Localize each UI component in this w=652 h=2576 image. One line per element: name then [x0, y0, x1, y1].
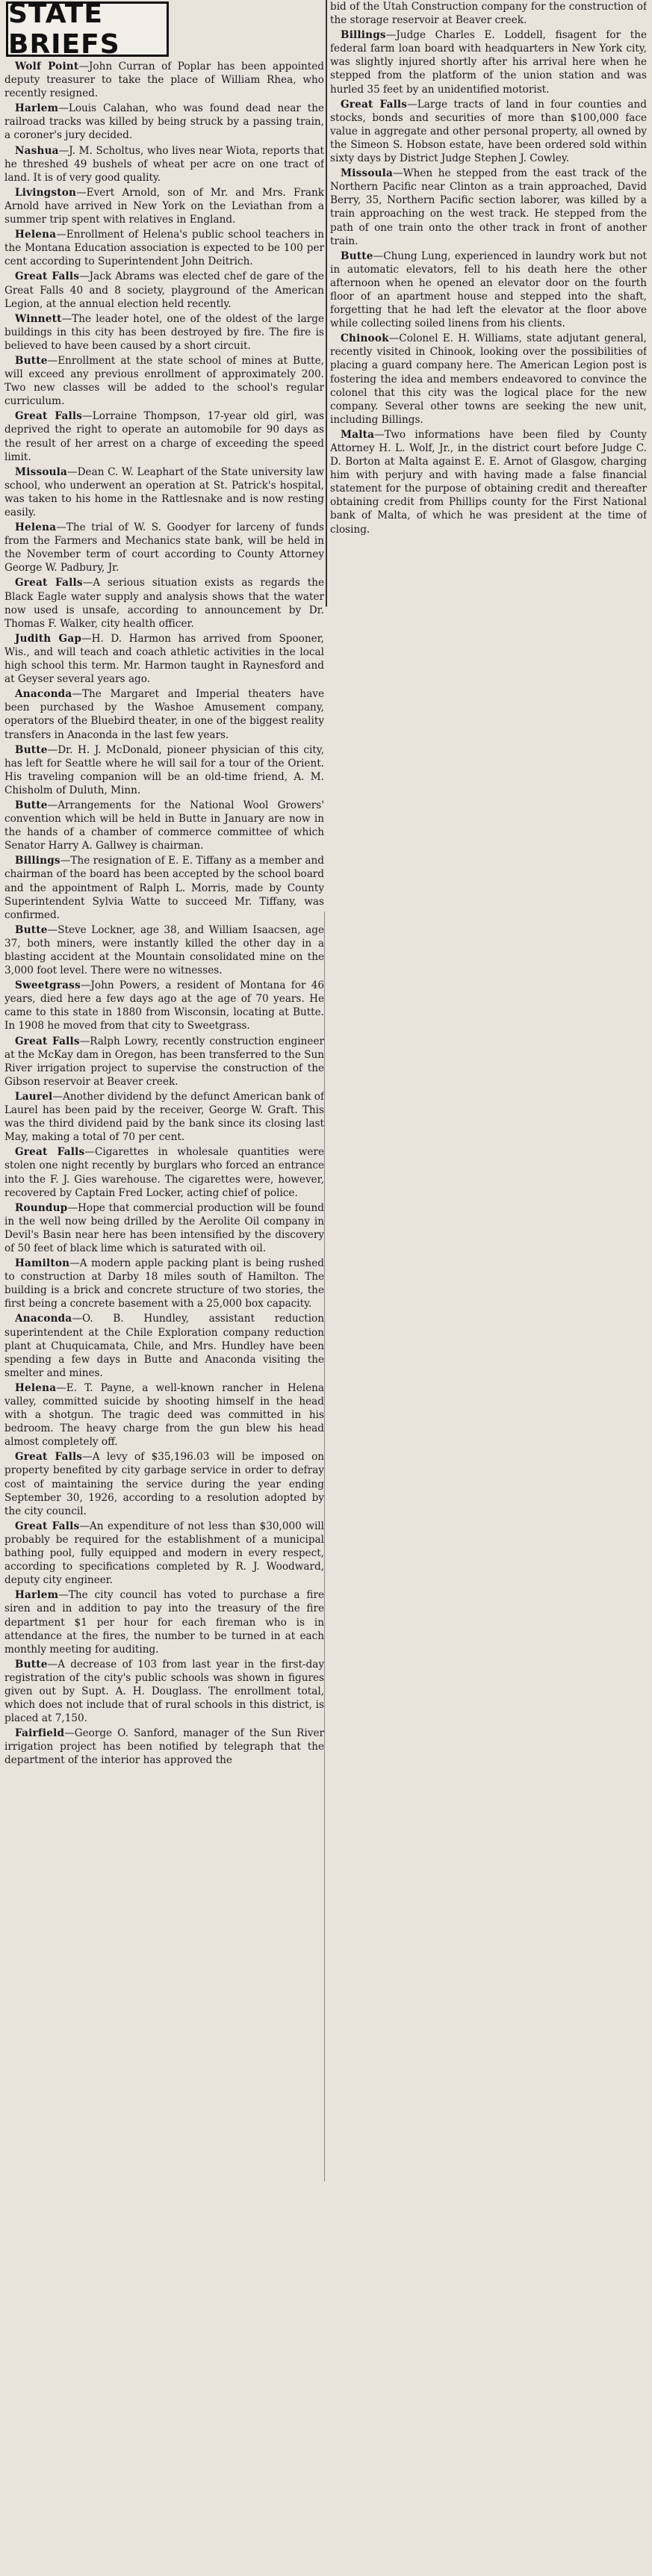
item-body: The trial of W. S. Goodyer for larceny of funds from the Farmers and Mechanics state bank, will be held in the November term of court according to County Attorney George W. Padbury, Jr. [4, 521, 324, 575]
item-body: O. B. Hundley, assistant reduction superintendent at the Chile Exploration company reduction plant at Chuquicamata, Chile, and Mrs. Hundley have been spending a few days in Butte and Anaconda visiting the smelter and mines. [4, 1313, 324, 1379]
item-dateline: Great Falls [15, 270, 80, 283]
news-item [330, 0, 647, 27]
news-item [4, 1520, 324, 1587]
item-dateline: Butte [341, 250, 373, 262]
item-dateline: Helena [15, 521, 57, 534]
item-dateline: Great Falls [15, 577, 83, 589]
dash-separator: — [79, 270, 90, 283]
item-dateline: Harlem [15, 1589, 59, 1602]
item-dateline: Great Falls [15, 1451, 83, 1464]
item-dateline: Great Falls [341, 98, 408, 111]
item-body: Lorraine Thompson, 17-year old girl, was deprived the right to operate an automobile for 90 days as the result of her arrest on a charge of exceeding the speed limit. [4, 410, 324, 463]
dash-separator: — [388, 332, 400, 345]
dash-separator: — [84, 1146, 95, 1159]
item-body: Jack Abrams was elected chef de gare of the Great Falls 40 and 8 society, playground of the American Legion, at the annual election held recently. [4, 270, 324, 310]
item-dateline: Butte [15, 743, 48, 756]
dash-separator: — [76, 186, 87, 199]
item-dateline: Butte [15, 799, 48, 811]
item-dateline: Helena [15, 1381, 57, 1394]
item-dateline: Great Falls [15, 1146, 85, 1159]
item-body: Colonel E. H. Williams, state adjutant general, recently visited in Chinook, looking over the possibilities of placing a guard company here. The American Legion post is fostering the idea and members endeavored to convince the colonel that this city was the logical place for the new company. Several other towns are seeking the new unit, including Billings. [330, 332, 647, 426]
news-item [4, 799, 324, 852]
dash-separator: — [79, 1520, 90, 1532]
item-dateline: Missoula [341, 167, 394, 180]
dash-separator: — [47, 354, 58, 367]
left-items [4, 60, 324, 1768]
item-dateline: Harlem [15, 102, 59, 115]
news-item [4, 270, 324, 310]
dash-separator: — [67, 465, 78, 478]
dash-separator: — [407, 98, 417, 111]
item-body: The resignation of E. E. Tiffany as a member and chairman of the board has been accepted by the school board and the appointment of Ralph L. Morris, made by County Superintendent Sylvia Watte to succeed Mr. Tiffany, was confirmed. [4, 855, 324, 921]
news-item [4, 743, 324, 797]
item-body: A decrease of 103 from last year in the first-day registration of the city's public schools was shown in figures given out by Supt. A. H. Douglass. The enrollment total, which does not include that of rural schools in this district, is placed at 7,150. [4, 1658, 324, 1725]
news-item [330, 250, 647, 331]
item-body: Steve Lockner, age 38, and William Isaacsen, age 37, both miners, were instantly killed the other day in a blasting accident at the Mountain consolidated mine on the 3,000 foot level. There were no witnesses. [4, 923, 324, 977]
news-item [330, 332, 647, 427]
dash-separator: — [82, 577, 93, 589]
item-dateline: Winnett [15, 312, 62, 325]
item-body: A serious situation exists as regards the Black Eagle water supply and analysis shows that the water now used is unsafe, according to announcement by Dr. Thomas F. Walker, city health officer. [4, 577, 324, 630]
item-body: Two informations have been filed by County Attorney H. L. Wolf, Jr., in the district court before Judge C. D. Borton at Malta against E. E. Arnot of Glasgow, charging him with perjury and with having made a false financial statement for the purpose of obtaining credit and thereafter obtaining credit from Phillips county for the First National bank of Malta, of which he was president at the time of closing. [330, 428, 647, 536]
item-body: E. T. Payne, a well-known rancher in Helena valley, committed suicide by shooting himself in the head with a shotgun. The tragic deed was committed in his bedroom. The heavy charge from the gun blew his head almost completely off. [4, 1381, 324, 1449]
item-body: bid of the Utah Construction company for the construction of the storage reservoir at Beaver creek. [330, 1, 647, 27]
masthead-title: STATE BRIEFS [8, 0, 120, 60]
left-column [4, 0, 324, 2576]
item-dateline: Laurel [15, 1090, 53, 1103]
item-dateline: Sweetgrass [15, 979, 81, 992]
news-item [4, 1145, 324, 1199]
item-body: Dr. H. J. McDonald, pioneer physician of this city, has left for Seattle where he will sail for a tour of the Orient. His traveling companion will be an old-time friend, A. M. Chisholm of Duluth, Minn. [4, 743, 324, 796]
item-dateline: Anaconda [15, 688, 72, 701]
item-body: John Powers, a resident of Montana for 46 years, died here a few days ago at the age of 70 years. He came to this state in 1880 from Wisconsin, locating at Butte. In 1908 he moved from that city to Sweetgrass. [4, 979, 324, 1032]
dash-separator: — [79, 1035, 90, 1047]
item-body: Arrangements for the National Wool Growers' convention which will be held in Butte in January are now in the hands of a chamber of commerce committee of which Senator Harry A. Gallwey is chairman. [4, 799, 324, 852]
item-dateline: Chinook [341, 332, 389, 345]
news-item [4, 979, 324, 1032]
item-body: Hope that commercial production will be found in the well now being drilled by the Aerolite Oil company in Devil's Basin near here has been intensified by the discovery of 50 feet of black lime which is saturated with oil. [4, 1201, 324, 1254]
dash-separator: — [80, 979, 91, 992]
news-item [4, 144, 324, 185]
news-item [4, 1312, 324, 1379]
dash-separator: — [56, 521, 66, 534]
news-item [4, 312, 324, 353]
news-item [4, 1257, 324, 1310]
right-column [330, 0, 647, 607]
item-dateline: Hamilton [15, 1257, 70, 1270]
item-body: Cigarettes in wholesale quantities were stolen one night recently by burglars who forced an entrance into the F. J. Gies warehouse. The cigarettes were, however, recovered by Captain Fred Locker, acting chief of police. [4, 1146, 324, 1199]
dash-separator: — [58, 102, 69, 115]
item-body: The leader hotel, one of the oldest of the large buildings in this city has been destroyed by fire. The fire is believed to have been caused by a short circuit. [4, 312, 324, 352]
dash-separator: — [52, 1090, 63, 1103]
dash-separator: — [78, 61, 89, 72]
dash-separator: — [61, 312, 72, 325]
item-dateline: Roundup [15, 1201, 68, 1214]
news-item [4, 102, 324, 142]
dash-separator: — [58, 144, 69, 157]
item-dateline: Helena [15, 229, 57, 241]
dash-separator: — [67, 1201, 78, 1214]
item-dateline: Butte [15, 1658, 48, 1671]
item-body: Large tracts of land in four counties and stocks, bonds and securities of more than $100,000 face value in aggregate and other personal property, all owned by the Simeon S. Hobson estate, have been ordered sold within sixty days by District Judge Stephen J. Cowley. [330, 98, 647, 165]
dash-separator: — [393, 167, 403, 180]
news-item [4, 632, 324, 686]
item-body: When he stepped from the east track of the Northern Pacific near Clinton as a train approached, David Berry, 35, Northern Pacific section laborer, was killed by a train approaching on the west track. He stepped from the path of one train onto the other track in front of another train. [330, 167, 647, 247]
news-item [4, 465, 324, 519]
item-body: Dean C. W. Leaphart of the State university law school, who underwent an operation at St. Patrick's hospital, was taken to his home in the Rattlesnake and is now resting easily. [4, 465, 324, 518]
item-body: George O. Sanford, manager of the Sun River irrigation project has been notified by telegraph that the department of the interior has approved the [4, 1727, 324, 1767]
dash-separator: — [64, 1727, 75, 1740]
news-item [330, 98, 647, 165]
item-dateline: Billings [15, 855, 60, 867]
dash-separator: — [82, 1451, 93, 1464]
dash-separator: — [72, 688, 82, 701]
item-body: Louis Calahan, who was found dead near the railroad tracks was killed by being struck by a passing train, a coroner's jury decided. [4, 102, 324, 142]
item-body: The Margaret and Imperial theaters have been purchased by the Washoe Amusement company, operators of the Bluebird theater, in one of the biggest reality transfers in Anaconda in the last few years. [4, 688, 324, 741]
dash-separator: — [81, 632, 92, 645]
item-dateline: Missoula [15, 465, 68, 478]
news-item [4, 409, 324, 463]
item-body: A modern apple packing plant is being rushed to construction at Darby 18 miles south of Hamilton. The building is a brick and concrete structure of two stories, the first being a concrete basement with a 25,000 box capacity. [4, 1257, 324, 1310]
column-divider [326, 0, 327, 607]
news-item [4, 923, 324, 977]
dash-separator: — [82, 410, 93, 423]
news-item [4, 1090, 324, 1144]
item-dateline: Great Falls [15, 1520, 80, 1532]
news-item [330, 428, 647, 536]
dash-separator: — [56, 229, 66, 241]
dash-separator: — [60, 855, 71, 867]
dash-separator: — [47, 743, 58, 756]
item-dateline: Nashua [15, 144, 59, 157]
item-body: Judge Charles E. Loddell, fisagent for the federal farm loan board with headquarters in New York city, was slightly injured shortly after his arrival here when he stepped from the platform of the union station and was hurled 35 feet by an unidentified motorist. [330, 29, 647, 96]
news-item [4, 521, 324, 575]
item-body: The city council has voted to purchase a fire siren and in addition to pay into the treasury of the fire department $1 per hour for each fireman who is in attendance at the fires, the number to be turned in at each monthly meeting for auditing. [4, 1589, 324, 1656]
item-body: Chung Lung, experienced in laundry work but not in automatic elevators, fell to his death here the other afternoon when he opened an elevator door on the fourth floor of an apartment house and stepped into the shaft, forgetting that he had left the elevator at the floor above while collecting soiled linens from his clients. [330, 250, 647, 330]
news-item [4, 687, 324, 741]
item-body: Enrollment at the state school of mines at Butte, will exceed any previous enrollment of approximately 200. Two new classes will be added to the school's regular curriculum. [4, 354, 324, 408]
news-item [4, 1658, 324, 1725]
news-item [4, 576, 324, 630]
item-dateline: Butte [15, 354, 48, 367]
news-item [4, 186, 324, 226]
item-dateline: Judith Gap [15, 632, 82, 645]
item-body: J. M. Scholtus, who lives near Wiota, reports that he threshed 49 bushels of wheat per acre on one tract of land. It is of very good quality. [4, 144, 324, 184]
item-dateline: Great Falls [15, 410, 83, 423]
dash-separator: — [374, 428, 385, 441]
news-item [4, 228, 324, 268]
news-item [4, 1450, 324, 1517]
dash-separator: — [47, 923, 58, 936]
item-body: Evert Arnold, son of Mr. and Mrs. Frank Arnold have arrived in New York on the Leviathan from a summer trip spent with relatives in England. [4, 186, 324, 226]
dash-separator: — [47, 799, 58, 811]
item-dateline: Billings [341, 29, 386, 42]
item-dateline: Wolf Point [15, 61, 79, 72]
item-body: Ralph Lowry, recently construction engineer at the McKay dam in Oregon, has been transferred to the Sun River irrigation project to supervise the construction of the Gibson reservoir at Beaver creek. [4, 1035, 324, 1088]
news-item [4, 1035, 324, 1089]
item-body: Another dividend by the defunct American bank of Laurel has been paid by the receiver, George W. Graft. This was the third dividend paid by the bank since its closing last May, making a total of 70 per cent. [4, 1090, 324, 1144]
dash-separator: — [385, 29, 397, 42]
item-dateline: Butte [15, 923, 48, 936]
dash-separator: — [47, 1658, 58, 1671]
news-item [4, 1381, 324, 1449]
news-item [4, 1727, 324, 1767]
item-dateline: Fairfield [15, 1727, 65, 1740]
item-body: H. D. Harmon has arrived from Spooner, Wis., and will teach and coach athletic activities in the local high school this term. Mr. Harmon taught in Raynesford and at Geyser several years ago. [4, 632, 324, 686]
right-items [330, 0, 647, 536]
news-item [4, 1201, 324, 1255]
dash-separator: — [56, 1381, 66, 1394]
news-item [330, 167, 647, 248]
dash-separator: — [72, 1313, 82, 1325]
item-body: Enrollment of Helena's public school teachers in the Montana Education association is expected to be 100 per cent according to Superintendent John Deitrich. [4, 229, 324, 268]
dash-separator: — [69, 1257, 80, 1270]
item-body: An expenditure of not less than $30,000 will probably be required for the establishment of a municipal bathing pool, fully equipped and modern in every respect, according to specifications completed by R. J. Woodward, deputy city engineer. [4, 1520, 324, 1587]
news-item [4, 60, 324, 100]
item-body: John Curran of Poplar has been appointed deputy treasurer to take the place of William Rhea, who recently resigned. [4, 61, 324, 100]
item-dateline: Livingston [15, 186, 77, 199]
news-item [330, 28, 647, 96]
news-item [4, 1588, 324, 1656]
column-divider-lower [324, 911, 325, 2182]
news-item [4, 854, 324, 921]
dash-separator: — [58, 1589, 69, 1602]
item-dateline: Anaconda [15, 1313, 72, 1325]
news-item [4, 354, 324, 408]
item-dateline: Malta [341, 428, 375, 441]
masthead-box [6, 0, 169, 60]
item-body: A levy of $35,196.03 will be imposed on property benefited by city garbage service in order to defray cost of maintaining the service during the year ending September 30, 1926, according to a resolution adopted by the city council. [4, 1451, 324, 1517]
item-dateline: Great Falls [15, 1035, 80, 1047]
dash-separator: — [373, 250, 384, 262]
